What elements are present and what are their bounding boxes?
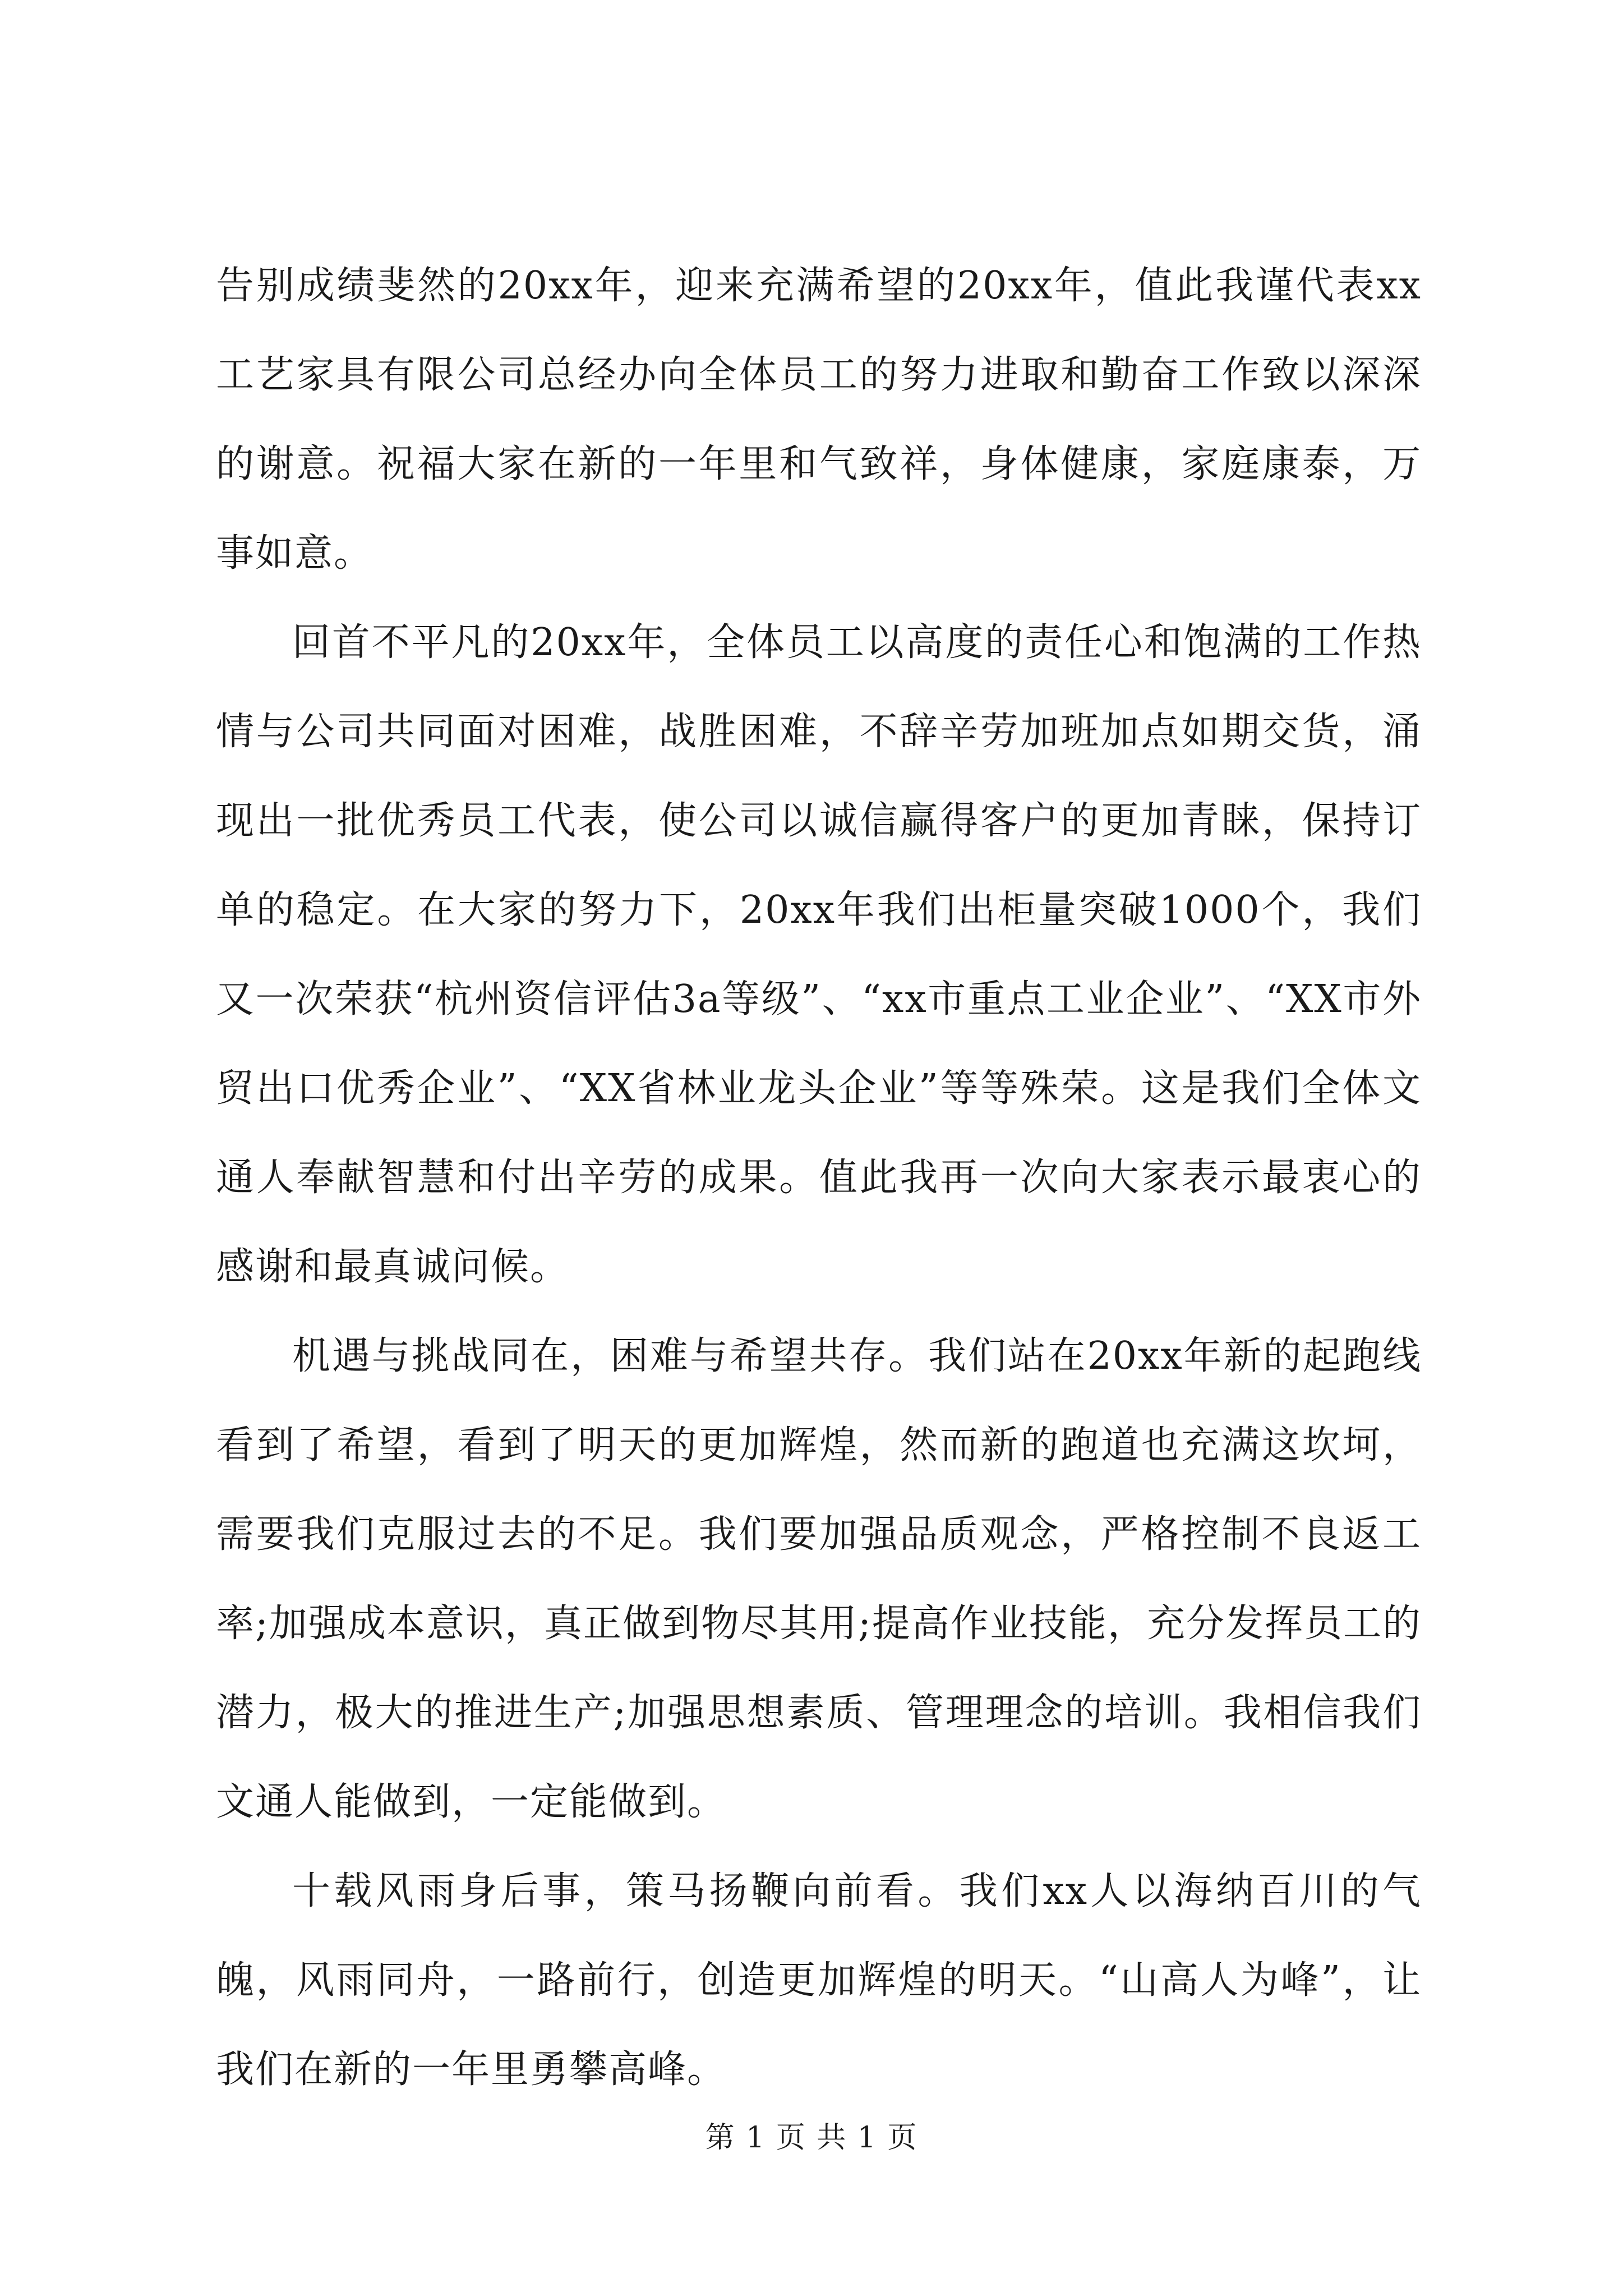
paragraph-2: 回首不平凡的20xx年，全体员工以高度的责任心和饱满的工作热情与公司共同面对困难，战胜困难，不辞辛劳加班加点如期交货，涌现出一批优秀员工代表，使公司以诚信赢得客户的更加青睐，保持订单的稳定。在大家的努力下，20xx年我们出柜量突破1000个，我们又一次荣获“杭州资信评估3a等级”、“xx市重点工业企业”、“XX市外贸出口优秀企业”、“XX省林业龙头企业”等等殊荣。这是我们全体文通人奉献智慧和付出辛劳的成果。值此我再一次向大家表示最衷心的感谢和最真诚问候。 [216,620,1422,1289]
paragraph-1: 告别成绩斐然的20xx年，迎来充满希望的20xx年，值此我谨代表xx工艺家具有限公司总经办向全体员工的努力进取和勤奋工作致以深深的谢意。祝福大家在新的一年里和气致祥，身体健康，家庭康泰，万事如意。 [216,264,1422,576]
page-footer: 第 1 页 共 1 页 [705,2121,918,2155]
paragraph-3: 机遇与挑战同在，困难与希望共存。我们站在20xx年新的起跑线看到了希望，看到了明天的更加辉煌，然而新的跑道也充满这坎坷，需要我们克服过去的不足。我们要加强品质观念，严格控制不良返工率;加强成本意识，真正做到物尽其用;提高作业技能，充分发挥员工的潜力，极大的推进生产;加强思想素质、管理理念的培训。我相信我们文通人能做到，一定能做到。 [216,1334,1422,1824]
paragraph-4: 十载风雨身后事，策马扬鞭向前看。我们xx人以海纳百川的气魄，风雨同舟，一路前行，创造更加辉煌的明天。“山高人为峰”，让我们在新的一年里勇攀高峰。 [216,1869,1422,2092]
document-body [216,241,1422,2114]
